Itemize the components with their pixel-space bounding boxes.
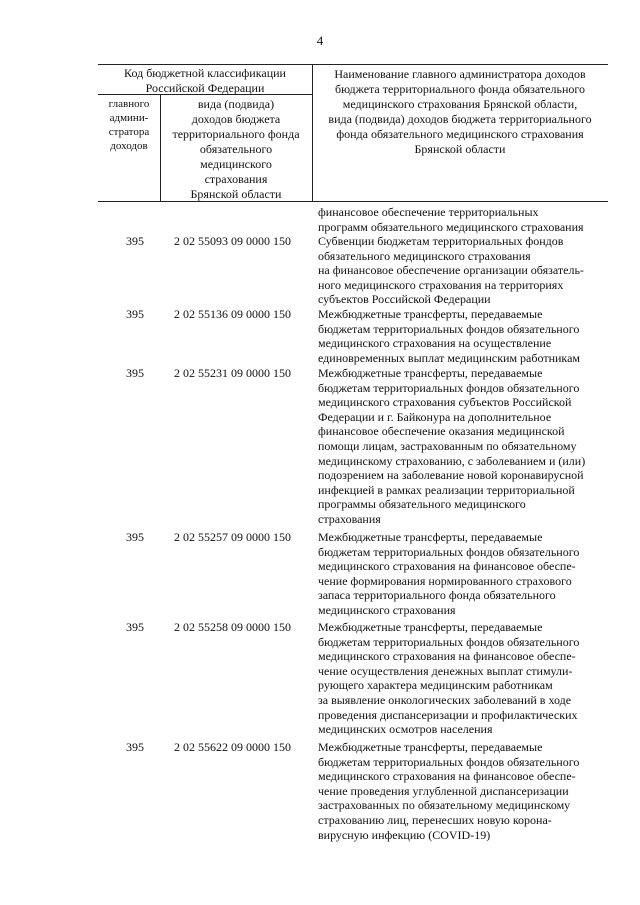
income-description: Межбюджетные трансферты, передаваемые бюджетам территориальных фондов обязательного медицинского страхования на финансовое обеспе- чение проведения углубленной диспансеризации застрахованных по обязательному медицинскому страхованию лиц, перенесших новую корона- вирусную инфекцию (COVID-19) bbox=[318, 740, 580, 842]
admin-column-title: главного админи- стратора доходов bbox=[108, 98, 150, 152]
income-code: 2 02 55258 09 0000 150 bbox=[174, 620, 291, 634]
income-description: Межбюджетные трансферты, передаваемые бюджетам территориальных фондов обязательного медицинского страхования на осуществление единовременных выплат медицинским работникам bbox=[318, 307, 580, 365]
header-top-border bbox=[98, 64, 608, 65]
income-column-title: вида (подвида) доходов бюджета территориального фонда обязательного медицинского страхования Брянской области bbox=[172, 97, 300, 201]
income-code: 2 02 55231 09 0000 150 bbox=[174, 366, 291, 380]
continuation-text: финансовое обеспечение территориальных программ обязательного медицинского страхования bbox=[318, 205, 584, 234]
admin-code: 395 bbox=[126, 530, 144, 544]
income-description: Межбюджетные трансферты, передаваемые бюджетам территориальных фондов обязательного медицинского страхования на финансовое обеспе- чение осуществления денежных выплат стимули- рующего характера медицинским работникам за выявление онкологических заболеваний в ходе проведения диспансеризации и профилактических медицинских осмотров населения bbox=[318, 620, 580, 737]
income-description: Межбюджетные трансферты, передаваемые бюджетам территориальных фондов обязательного медицинского страхования на финансовое обеспе- чение формирования нормированного страхового запаса территориального фонда обязательного медицинского страхования bbox=[318, 530, 580, 617]
income-code: 2 02 55622 09 0000 150 bbox=[174, 740, 291, 754]
code-group-title: Код бюджетной классификации Российской Федерации bbox=[124, 66, 286, 95]
admin-code: 395 bbox=[126, 740, 144, 754]
admin-code: 395 bbox=[126, 620, 144, 634]
admin-code: 395 bbox=[126, 366, 144, 380]
name-column-title: Наименование главного администратора доходов бюджета территориального фонда обязательного медицинского страхования Брянской области, вида (подвида) доходов бюджета территориального фонда обязательного медицинского страхования Брянской области bbox=[328, 67, 592, 156]
admin-code: 395 bbox=[126, 307, 144, 321]
income-description: Межбюджетные трансферты, передаваемые бюджетам территориальных фондов обязательного медицинского страхования субъектов Российской Федерации и г. Байконура на дополнительное финансовое обеспечение оказания медицинской помощи лицам, застрахованным по обязательному медицинскому страхованию, с заболеванием и (или) подозрением на заболевание новой коронавирусной инфекцией в рамках реализации территориальной программы обязательного медицинского страхования bbox=[318, 366, 586, 526]
table-header bbox=[98, 64, 608, 202]
income-description: Субвенции бюджетам территориальных фондов обязательного медицинского страхования на финансовое обеспечение организации обязатель- ного медицинского страхования на территориях субъектов Российской Федерации bbox=[318, 234, 584, 307]
admin-code: 395 bbox=[126, 234, 144, 248]
income-code: 2 02 55093 09 0000 150 bbox=[174, 234, 291, 248]
income-code: 2 02 55136 09 0000 150 bbox=[174, 307, 291, 321]
page-number: 4 bbox=[316, 33, 324, 48]
income-code: 2 02 55257 09 0000 150 bbox=[174, 530, 291, 544]
